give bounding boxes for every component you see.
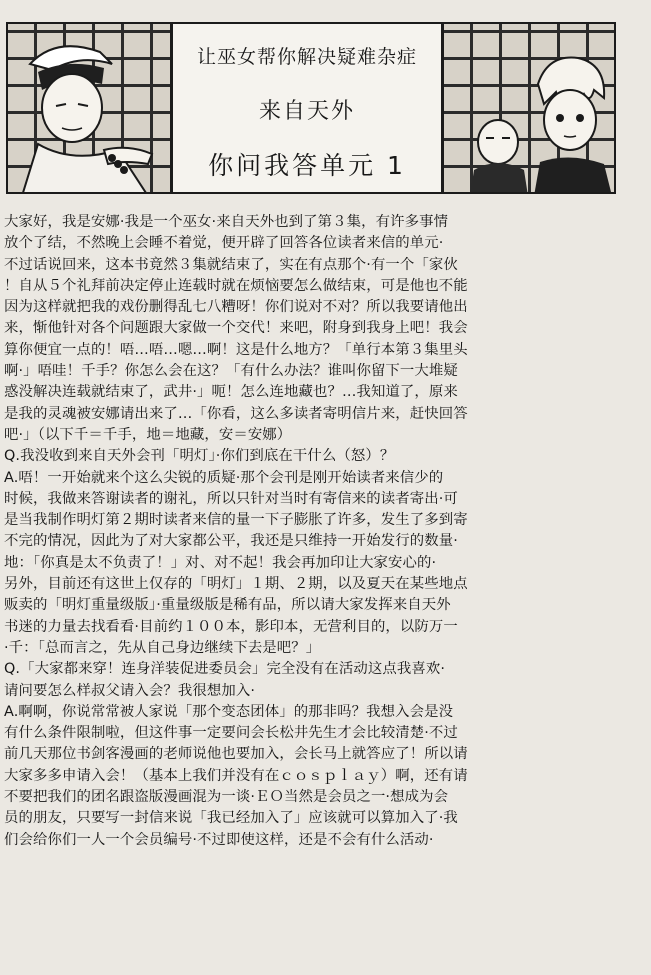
left-illustration-panel (8, 24, 173, 192)
body-line: 啊·」唔哇！千手？你怎么会在这？「有什么办法？谁叫你留下一大堆疑 (4, 363, 458, 380)
body-line: 算你便宜一点的！唔…唔…嗯…啊！这是什么地方？「单行本第３集里头 (4, 341, 468, 358)
body-line: ！自从５个礼拜前决定停止连载时就在烦恼要怎么做结束，可是他也不能 (4, 277, 468, 294)
question-line: Q.「大家都来穿！连身洋装促进委员会」完全没有在活动这点我喜欢· (4, 661, 446, 678)
body-line: 大家好，我是安娜·我是一个巫女·来自天外也到了第３集，有许多事情 (4, 214, 449, 230)
series-subtitle: 让巫女帮你解决疑难杂症 (196, 46, 417, 68)
body-line: 吧·」（以下千＝千手，地＝地藏，安＝安娜） (4, 426, 292, 443)
answer-line: 有什么条件限制啦，但这件事一定要问会长松井先生才会比较清楚·不过 (4, 725, 458, 742)
answer-line: 贩卖的「明灯重量级版」·重量级版是稀有品，所以请大家发挥来自天外 (4, 597, 451, 614)
section-title: 你问我答单元 1 (208, 151, 406, 180)
question-line: Q.我没收到来自天外会刊「明灯」·你们到底在干什么（怒）？ (4, 448, 395, 465)
body-line: 不过话说回来，这本书竟然３集就结束了，实在有点那个·有一个「家伙 (4, 256, 458, 273)
answer-line: 大家多多申请入会！（基本上我们并没有在ｃｏｓｐｌａｙ）啊，还有请 (4, 767, 468, 784)
answer-line: A.唔！一开始就来个这么尖锐的质疑·那个会刊是刚开始读者来信少的 (4, 469, 444, 486)
body-line: 是我的灵魂被安娜请出来了…「你看，这么多读者寄明信片来，赶快回答 (4, 405, 468, 422)
answer-line: 员的朋友，只要写一封信来说「我已经加入了」应该就可以算加入了·我 (4, 810, 458, 827)
answer-line: 另外，目前还有这世上仅存的「明灯」１期、２期，以及夏天在某些地点 (4, 576, 468, 593)
body-line: 放个了结，不然晚上会睡不着觉，便开辟了回答各位读者来信的单元· (4, 235, 444, 252)
answer-line: 时候，我做来答谢读者的谢礼，所以只针对当时有寄信来的读者寄出·可 (4, 490, 458, 507)
question-line: 请问要怎么样叔父请入会？我很想加入· (4, 682, 256, 699)
answer-line: A.啊啊，你说常常被人家说「那个变态团体」的那非吗？我想入会是没 (4, 703, 454, 720)
answer-line: 地：「你真是太不负责了！」对、对不起！我会再加印让大家安心的· (4, 554, 437, 571)
series-title: 来自天外 (258, 99, 355, 124)
body-line: 来，惭他针对各个问题跟大家做一个交代！来吧，附身到我身上吧！我会 (4, 320, 468, 337)
answer-line: 是当我制作明灯第２期时读者来信的量一下子膨胀了许多，发生了多到寄 (4, 512, 468, 529)
shrine-maiden-illustration (8, 24, 170, 194)
title-box (173, 24, 441, 192)
answer-line: 不完的情况，因此为了对大家都公平，我还是只维持一开始发行的数量· (4, 533, 458, 550)
answer-line: 前几天那位书剑客漫画的老师说他也要加入，会长马上就答应了！所以请 (4, 746, 468, 763)
body-line: 因为这样就把我的戏份删得乱七八糟呀！你们说对不对？所以我要请他出 (4, 299, 468, 316)
right-illustration-panel (441, 24, 614, 192)
answer-line: 书迷的力量去找看看·目前约１００本，影印本，无营利目的，以防万一 (4, 618, 458, 635)
header-banner (6, 22, 616, 194)
two-boys-illustration (444, 24, 614, 194)
body-line: 惑没解决连载就结束了，武井·」呃！怎么连地藏也？…我知道了，原来 (4, 384, 458, 401)
answer-line: ·千：「总而言之，先从自己身边继续下去是吧？」 (4, 639, 321, 656)
answer-line: 不要把我们的团名跟盗版漫画混为一谈·ＥＯ当然是会员之一·想成为会 (4, 789, 449, 806)
answer-line: 们会给你们一人一个会员编号·不过即使这样，还是不会有什么活动· (4, 831, 434, 848)
article-body (4, 212, 632, 851)
